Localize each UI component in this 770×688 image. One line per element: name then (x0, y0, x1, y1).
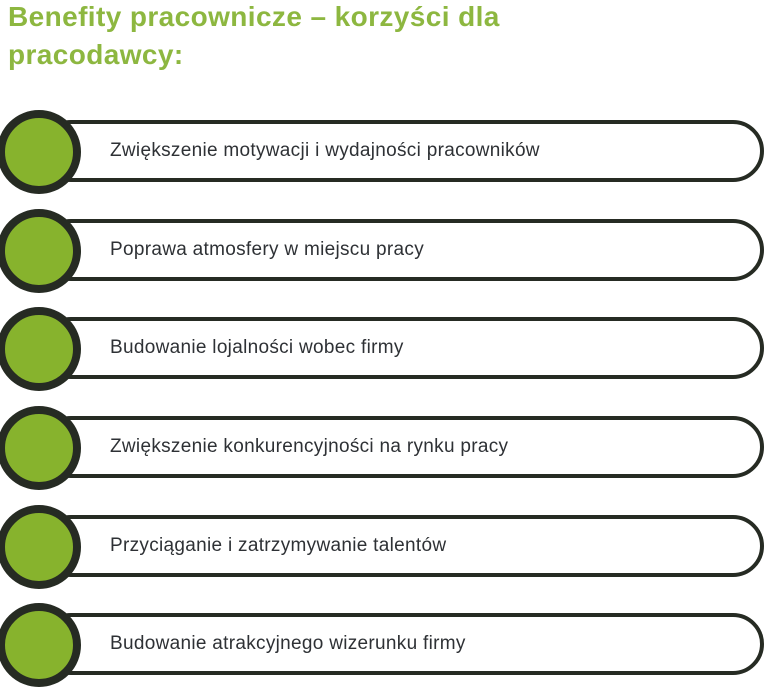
benefit-row (0, 209, 770, 293)
benefit-label: Poprawa atmosfery w miejscu pracy (110, 239, 425, 260)
bullet-circle-icon (0, 505, 81, 589)
page-title-line-2: pracodawcy: (8, 39, 184, 70)
benefit-row (0, 505, 770, 589)
bullet-circle-icon (0, 603, 81, 687)
benefit-label: Zwiększenie motywacji i wydajności pracowników (110, 140, 540, 161)
benefit-label: Przyciąganie i zatrzymywanie talentów (110, 535, 447, 556)
benefit-label: Budowanie lojalności wobec firmy (110, 337, 404, 358)
bullet-circle-icon (0, 307, 81, 391)
benefit-row (0, 603, 770, 687)
page-title (8, 0, 708, 74)
bullet-circle-icon (0, 110, 81, 194)
benefit-row (0, 110, 770, 194)
benefit-label: Zwiększenie konkurencyjności na rynku pracy (110, 436, 509, 457)
benefit-row (0, 406, 770, 490)
benefit-row (0, 307, 770, 391)
bullet-circle-icon (0, 406, 81, 490)
page-title-line-1: Benefity pracownicze – korzyści dla (8, 1, 500, 32)
bullet-circle-icon (0, 209, 81, 293)
benefit-label: Budowanie atrakcyjnego wizerunku firmy (110, 633, 466, 654)
